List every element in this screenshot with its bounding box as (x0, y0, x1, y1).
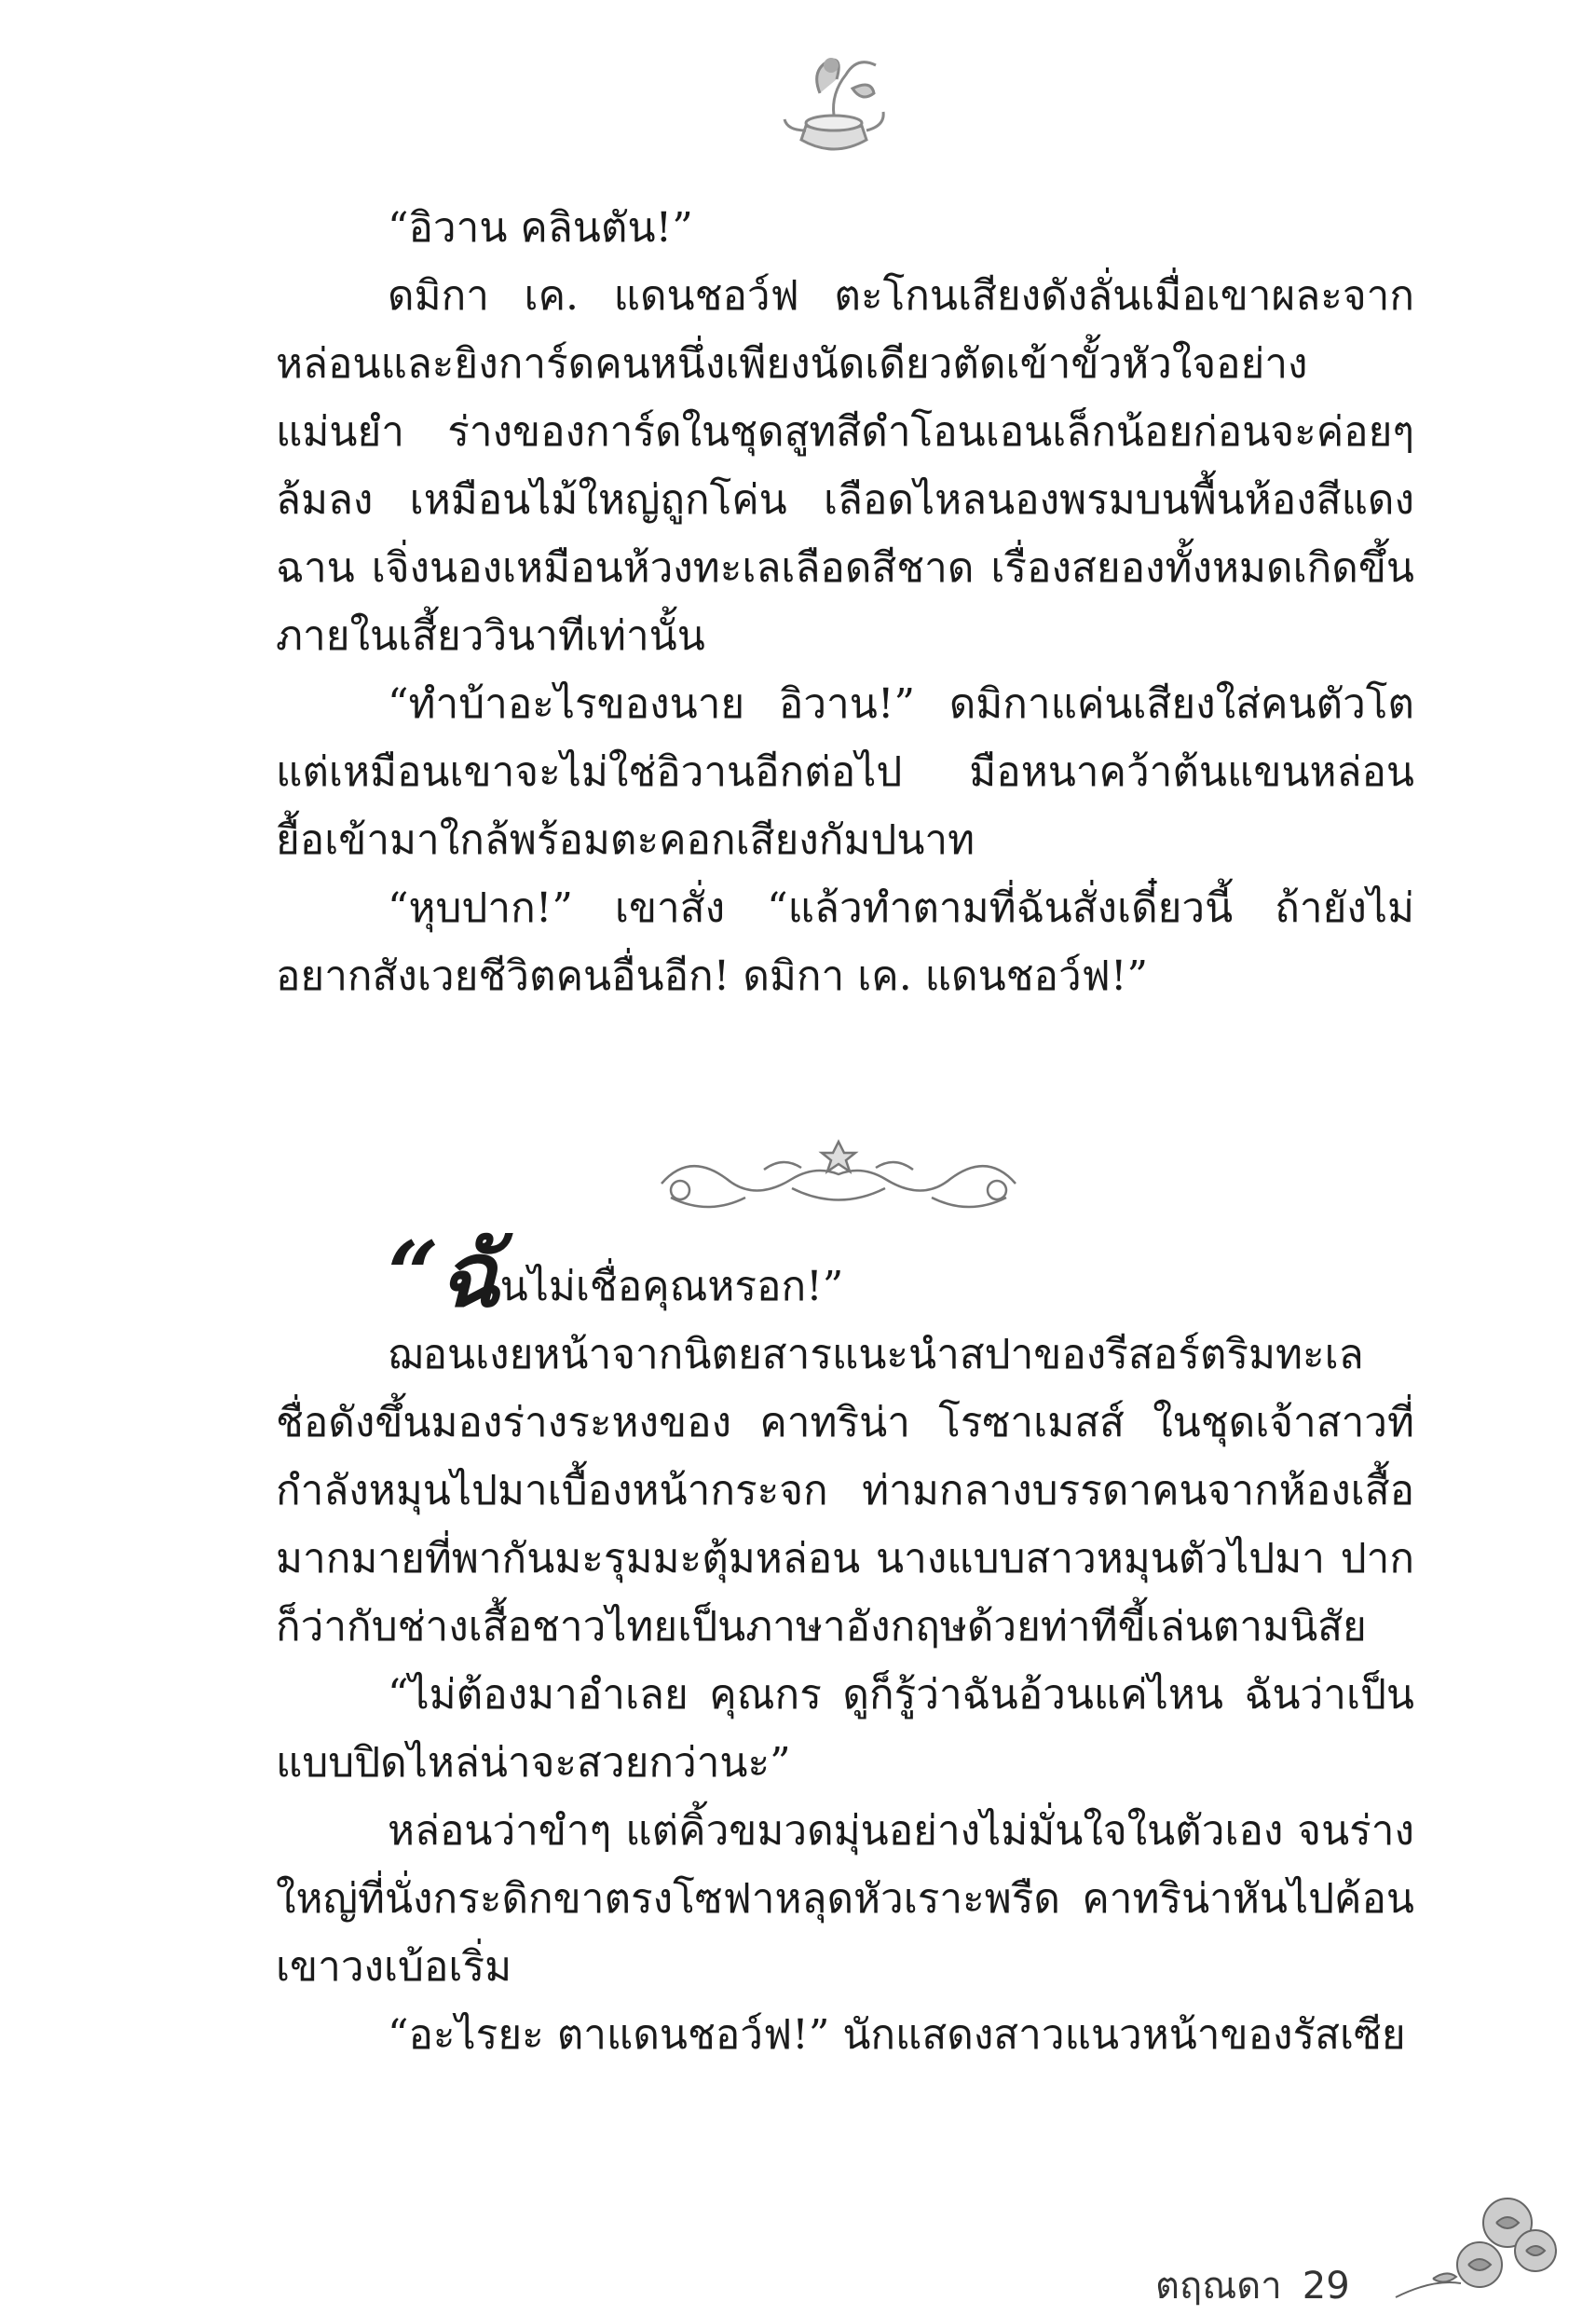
paragraph: “อิวาน คลินตัน!” (388, 204, 693, 252)
paragraph: ดมิกา เค. แดนชอว์ฟ ตะโกนเสียงดังลั่นเมื่อเขาผละจากหล่อนและยิงการ์ดคนหนึ่งเพียงนัดเดียวตัดเข้าขั้วหัวใจอย่างแม่นยำ ร่างของการ์ดในชุดสูทสีดำโอนเอนเล็กน้อยก่อนจะค่อยๆ ล้มลง เหมือนไม้ใหญ่ถูกโค่น เลือดไหลนองพรมบนพื้นห้องสีแดงฉาน เจิ่งนองเหมือนห้วงทะเลเลือดสีชาด เรื่องสยองทั้งหมดเกิดขึ้นภายในเสี้ยววินาทีเท่านั้น (276, 272, 1414, 660)
paragraph: “หุบปาก!” เขาสั่ง “แล้วทำตามที่ฉันสั่งเดี๋ยวนี้ ถ้ายังไม่อยากสังเวยชีวิตคนอื่นอีก! ดมิกา เค. แดนชอว์ฟ!” (276, 884, 1414, 1000)
opening-line (388, 1222, 1414, 1327)
floral-divider-icon (652, 1132, 1025, 1222)
teapot-fairy-icon (764, 37, 904, 177)
author-name: ตฤณดา (1155, 2265, 1282, 2308)
paragraph: “อะไรยะ ตาแดนชอว์ฟ!” นักแสดงสาวแนวหน้าของรัสเซีย (388, 2011, 1406, 2059)
paragraph: “ไม่ต้องมาอำเลย คุณกร ดูก็รู้ว่าฉันอ้วนแค่ไหน ฉันว่าเป็นแบบปิดไหล่น่าจะสวยกว่านะ” (276, 1671, 1414, 1787)
drop-cap: “ฉั (388, 1222, 500, 1327)
passage-one (276, 194, 1414, 1010)
page-number: 29 (1302, 2265, 1350, 2308)
opening-text: นไม่เชื่อคุณหรอก!” (499, 1263, 844, 1310)
page-footer (1155, 2255, 1371, 2315)
paragraph: “ทำบ้าอะไรของนาย อิวาน!” ดมิกาแค่นเสียงใส่คนตัวโต แต่เหมือนเขาจะไม่ใช่อิวานอีกต่อไป มือหนาคว้าต้นแขนหล่อน ยื้อเข้ามาใกล้พร้อมตะคอกเสียงกัมปนาท (276, 680, 1414, 864)
paragraph: ฌอนเงยหน้าจากนิตยสารแนะนำสปาของรีสอร์ตริมทะเลชื่อดังขึ้นมองร่างระหงของ คาทริน่า โรซาเมสส์ ในชุดเจ้าสาวที่กำลังหมุนไปมาเบื้องหน้ากระจก ท่ามกลางบรรดาคนจากห้องเสื้อมากมายที่พากันมะรุมมะตุ้มหล่อน นางแบบสาวหมุนตัวไปมา ปากก็ว่ากับช่างเสื้อชาวไทยเป็นภาษาอังกฤษด้วยท่าทีขี้เล่นตามนิสัย (276, 1331, 1414, 1651)
paragraph: หล่อนว่าขำๆ แต่คิ้วขมวดมุ่นอย่างไม่มั่นใจในตัวเอง จนร่างใหญ่ที่นั่งกระดิกขาตรงโซฟาหลุดหัวเราะพรืด คาทริน่าหันไปค้อนเขาวงเบ้อเริ่ม (276, 1807, 1414, 1991)
roses-icon (1377, 2185, 1563, 2307)
passage-two (276, 1222, 1414, 2069)
